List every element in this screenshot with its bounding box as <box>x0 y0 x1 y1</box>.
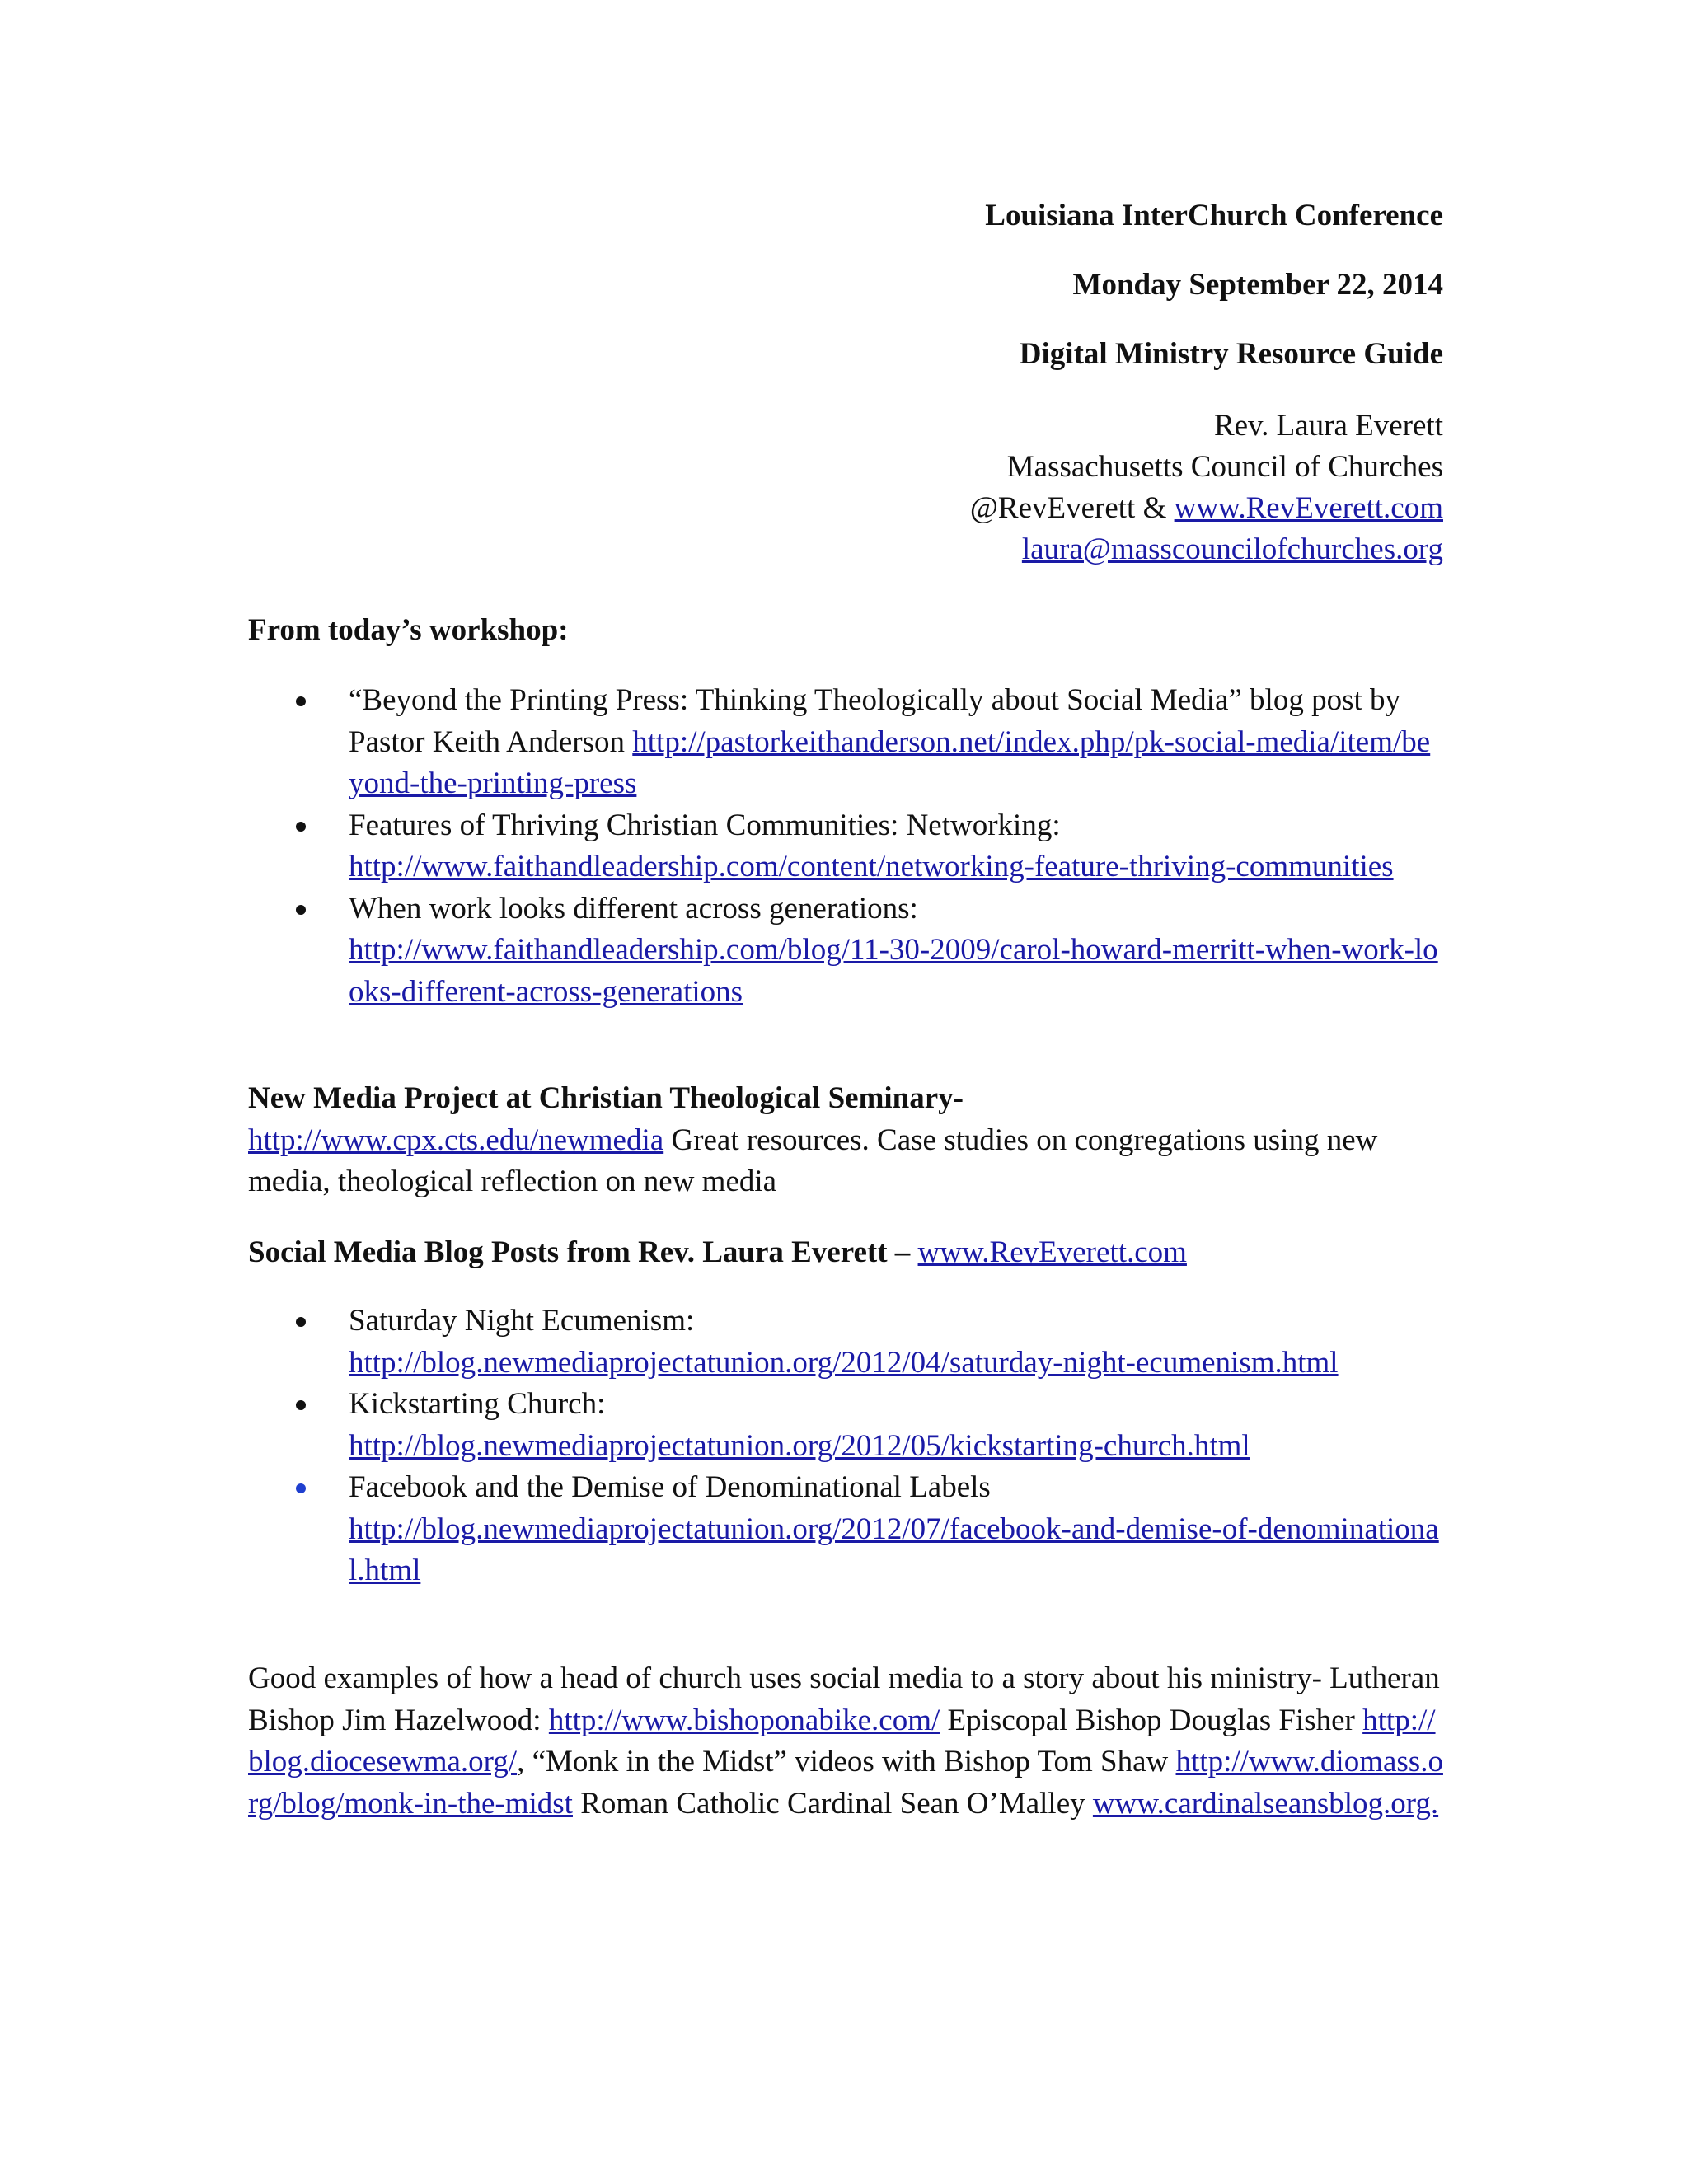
examples-text-3: , “Monk in the Midst” videos with Bishop Tom Shaw <box>517 1745 1176 1779</box>
workshop-heading: From today’s workshop: <box>248 613 569 647</box>
list-item-link[interactable]: http://blog.newmediaprojectatunion.org/2012/04/saturday-night-ecumenism.html <box>349 1345 1339 1380</box>
list-item-link[interactable]: http://blog.newmediaprojectatunion.org/2012/07/facebook-and-demise-of-denominational.html <box>349 1511 1439 1587</box>
blog-posts-heading-row <box>248 1232 1443 1274</box>
list-item-text: Kickstarting Church: <box>349 1387 606 1421</box>
workshop-list <box>248 680 1443 1013</box>
list-item-text: Features of Thriving Christian Communities: Networking: <box>349 808 1061 842</box>
examples-link-4[interactable]: www.cardinalseansblog.org. <box>1092 1786 1439 1821</box>
contact-website-link[interactable]: www.RevEverett.com <box>1174 491 1443 525</box>
blog-posts-heading: Social Media Blog Posts from Rev. Laura Everett – <box>248 1235 918 1269</box>
blog-posts-list <box>248 1301 1443 1592</box>
contact-email-row <box>970 529 1443 570</box>
new-media-description: Great resources. Case studies on congregations using new media, theological reflection on new media <box>248 1122 1378 1198</box>
list-item <box>248 1384 1443 1467</box>
document-page <box>248 0 1443 2184</box>
examples-link-2[interactable]: http://blog.diocesewma.org/ <box>248 1703 1436 1779</box>
list-item-text: Facebook and the Demise of Denominational Labels <box>349 1470 991 1504</box>
examples-link-3[interactable]: http://www.diomass.org/blog/monk-in-the-midst <box>248 1745 1443 1821</box>
contact-block <box>970 405 1443 570</box>
list-item-text: When work looks different across generations: <box>349 891 918 926</box>
examples-text-4: Roman Catholic Cardinal Sean O’Malley <box>572 1786 1093 1821</box>
list-item-text: “Beyond the Printing Press: Thinking Theologically about Social Media” blog post by Pastor Keith Anderson <box>349 683 1401 759</box>
list-item <box>248 1301 1443 1384</box>
list-item-link[interactable]: http://www.faithandleadership.com/content/networking-feature-thriving-communities <box>349 850 1394 883</box>
conference-title: Louisiana InterChurch Conference <box>985 199 1443 232</box>
list-item <box>248 1467 1443 1592</box>
contact-handle: @RevEverett & <box>969 491 1167 525</box>
new-media-link[interactable]: http://www.cpx.cts.edu/newmedia <box>248 1122 664 1157</box>
list-item-link[interactable]: http://blog.newmediaprojectatunion.org/2012/05/kickstarting-church.html <box>349 1428 1250 1463</box>
list-item-link[interactable]: http://pastorkeithanderson.net/index.php/pk-social-media/item/beyond-the-printing-press <box>349 724 1431 800</box>
list-item <box>248 680 1443 805</box>
contact-name: Rev. Laura Everett <box>1213 409 1443 443</box>
event-date: Monday September 22, 2014 <box>1072 268 1443 302</box>
list-item-text: Saturday Night Ecumenism: <box>349 1304 695 1338</box>
bullet-icon <box>296 822 306 832</box>
bullet-icon <box>296 1483 306 1493</box>
blog-posts-heading-link[interactable]: www.RevEverett.com <box>917 1235 1187 1269</box>
list-item-link[interactable]: http://www.faithandleadership.com/blog/11-30-2009/carol-howard-merritt-when-work-looks-different-across-generations <box>349 933 1438 1009</box>
bullet-icon <box>296 1400 306 1410</box>
list-item <box>248 888 1443 1014</box>
contact-social <box>970 488 1443 529</box>
new-media-section <box>248 1078 1443 1203</box>
list-item <box>248 805 1443 888</box>
new-media-heading: New Media Project at Christian Theological Seminary- <box>248 1081 964 1115</box>
examples-paragraph <box>248 1658 1443 1825</box>
bullet-icon <box>296 905 306 915</box>
bullet-icon <box>296 696 306 706</box>
guide-title: Digital Ministry Resource Guide <box>1019 337 1443 371</box>
examples-text-2: Episcopal Bishop Douglas Fisher <box>940 1703 1363 1737</box>
examples-link-1[interactable]: http://www.bishoponabike.com/ <box>548 1703 940 1737</box>
bullet-icon <box>296 1317 306 1327</box>
examples-text-1: Good examples of how a head of church uses social media to a story about his ministry- Lutheran Bishop Jim Hazelwood: <box>248 1661 1440 1737</box>
contact-email-link[interactable]: laura@masscouncilofchurches.org <box>1021 532 1443 566</box>
contact-organization: Massachusetts Council of Churches <box>1006 450 1443 484</box>
